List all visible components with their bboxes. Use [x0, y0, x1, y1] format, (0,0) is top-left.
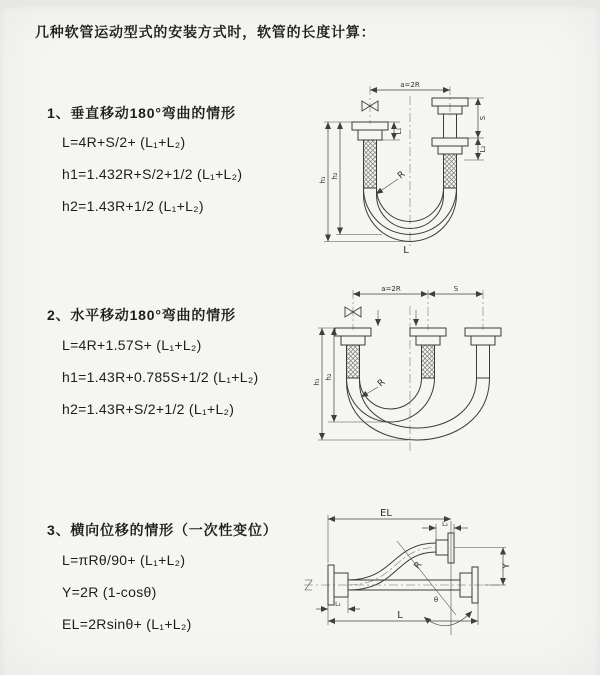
dim-label-l2: L₂: [479, 145, 487, 153]
dim-label-h2: h₂: [325, 373, 333, 381]
dim-label-a2r: a=2R: [381, 285, 401, 293]
braided-hose: [422, 345, 435, 378]
flange-hub: [436, 540, 448, 555]
flange: [432, 138, 468, 146]
section-2-formula-l: L=4R+1.57S+ (L₁+L₂): [62, 337, 202, 353]
dim-label-a2r: a=2R: [400, 81, 420, 89]
hose-arc: [347, 378, 490, 440]
angle-arrow: [424, 611, 472, 626]
scan-edge: [0, 0, 600, 5]
dim-label-l: L: [397, 610, 403, 621]
page-title: 几种软管运动型式的安装方式时，软管的长度计算：: [35, 24, 376, 40]
angle-label: θ: [433, 596, 439, 604]
flange-hub: [471, 336, 495, 345]
pipe-stub: [444, 114, 457, 138]
section-2-heading: 2、水平移动180°弯曲的情形: [47, 307, 236, 323]
radius-label: R: [396, 169, 408, 182]
section-3-formula-y: Y=2R (1-cosθ): [62, 584, 157, 600]
section-1-heading: 1、垂直移动180°弯曲的情形: [47, 105, 236, 121]
section-1-formula-h2: h2=1.43R+1/2 (L₁+L₂): [62, 198, 204, 214]
section-2-formula-h1: h1=1.43R+0.785S+1/2 (L₁+L₂): [62, 369, 259, 385]
braided-hose: [364, 140, 377, 188]
dim-label-l2: L₂: [442, 521, 448, 528]
dim-label-h1: h₁: [319, 176, 327, 184]
diagram-vertical-180-bend: [312, 76, 582, 256]
dim-label-h2: h₂: [331, 172, 339, 180]
braided-hose: [347, 345, 360, 378]
hose-arc: [360, 378, 422, 409]
section-3-heading: 3、横向位移的情形（一次性变位）: [47, 522, 278, 538]
flange-hub: [341, 336, 365, 345]
dim-label-y: Y: [502, 563, 512, 569]
section-1-formula-l: L=4R+S/2+ (L₁+L₂): [62, 134, 186, 150]
section-1-formula-h1: h1=1.432R+S/2+1/2 (L₁+L₂): [62, 166, 243, 182]
dim-label-el: EL: [380, 508, 392, 519]
flange-hub: [416, 336, 440, 345]
dim-label-s: S: [479, 115, 487, 121]
radius-label: R: [376, 377, 388, 390]
dim-label-l1: L₁: [395, 127, 403, 135]
length-label: L: [403, 245, 409, 256]
pipe-stub: [477, 345, 490, 378]
radius-leader: [361, 387, 378, 397]
dim-label-h1: h₁: [313, 378, 321, 386]
hose-curve: [348, 552, 436, 590]
flange-hub: [438, 146, 462, 154]
radius-leader: [376, 179, 398, 194]
braided-hose: [444, 154, 457, 188]
diagram-lateral-displacement: [298, 497, 593, 662]
radius-line: [397, 541, 456, 615]
section-2-formula-h2: h2=1.43R+S/2+1/2 (L₁+L₂): [62, 401, 235, 417]
diagram-horizontal-180-bend: [308, 282, 588, 467]
section-3-formula-l: L=πRθ/90+ (L₁+L₂): [62, 552, 186, 568]
section-3-formula-el: EL=2Rsinθ+ (L₁+L₂): [62, 616, 192, 632]
hose-wall: [347, 378, 360, 382]
dim-label-s: S: [453, 285, 459, 293]
radius-label: R: [412, 560, 425, 572]
flange-hub: [358, 130, 382, 140]
dim-label-l1: L₁: [335, 601, 341, 608]
